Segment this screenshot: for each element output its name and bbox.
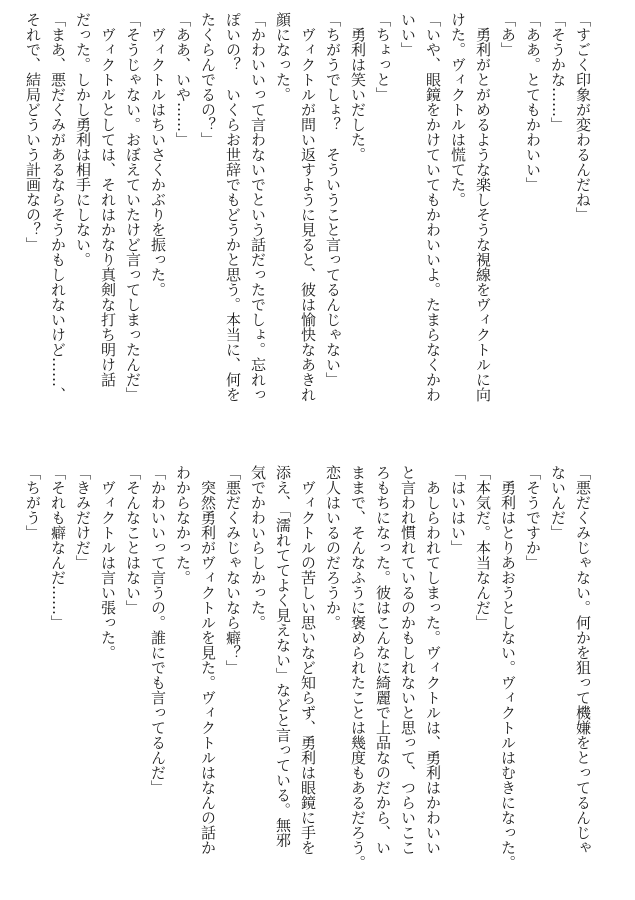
text-line: ヴィクトルが問い返すように見ると、彼は愉快なあきれ <box>299 12 317 402</box>
text-line: 「そうかな……」 <box>549 12 567 132</box>
text-line: 「ああ、いや……」 <box>174 12 192 147</box>
text-line: 「まあ、悪だくみがあるならそうかもしれないけど……、 <box>49 12 67 402</box>
text-line: 勇利は笑いだした。 <box>349 12 367 162</box>
text-line: ままで、そんなふうに褒められたことは幾度もあるだろう。 <box>349 465 367 870</box>
text-line: 「ちがうでしょ？ そういうこと言ってるんじゃない」 <box>324 12 342 387</box>
text-line: 「ああ。とてもかわいい」 <box>524 12 542 192</box>
text-line: 「そうですか」 <box>524 465 542 570</box>
bottom-text-block <box>20 465 595 885</box>
text-line: それで、結局どういう計画なの？」 <box>24 12 42 252</box>
top-text-block <box>20 12 595 432</box>
text-line: 「はいはい」 <box>449 465 467 555</box>
text-line: 「ちょっと」 <box>374 12 392 102</box>
text-line: 恋人はいるのだろうか。 <box>324 465 342 630</box>
text-line: ヴィクトルとしては、それはかなり真剣な打ち明け話 <box>99 12 117 387</box>
text-line: 勇利はとりあおうとしない。ヴィクトルはむきになった。 <box>499 465 517 870</box>
text-line: わからなかった。 <box>174 465 192 585</box>
text-line: 「すごく印象が変わるんだね」 <box>574 12 592 222</box>
text-line: 気でかわいらしかった。 <box>249 465 267 630</box>
text-line: 「本気だ。本当なんだ」 <box>474 465 492 630</box>
text-line: 「それも癖なんだ……」 <box>49 465 67 630</box>
text-line: ぽいの？ いくらお世辞でもどうかと思う。本当に、何を <box>224 12 242 402</box>
text-line: ヴィクトルは言い張った。 <box>99 465 117 660</box>
text-line: 勇利がとがめるような楽しそうな視線をヴィクトルに向 <box>474 12 492 402</box>
text-line: いい」 <box>399 12 417 57</box>
text-line: たくらんでるの？」 <box>199 12 217 147</box>
text-line: 「悪だくみじゃないなら癖？」 <box>224 465 242 675</box>
text-line: 「そうじゃない。おぼえていたけど言ってしまったんだ」 <box>124 12 142 402</box>
text-line: 「きみだけだ」 <box>74 465 92 570</box>
text-line: ないんだ」 <box>549 465 567 540</box>
text-line: ヴィクトルはちいさくかぶりを振った。 <box>149 12 167 297</box>
text-line: と言われ慣れているのかもしれないと思って、つらいここ <box>399 465 417 855</box>
text-line: けた。ヴィクトルは慌てた。 <box>449 12 467 207</box>
text-line: 「かわいいって言わないでという話だったでしょ。忘れっ <box>249 12 267 402</box>
text-line: ろもちになった。彼はこんなに綺麗で上品なのだから、い <box>374 465 392 855</box>
text-line: 顔になった。 <box>274 12 292 102</box>
text-line: あしらわれてしまった。ヴィクトルは、勇利はかわいい <box>424 465 442 855</box>
text-line: 「そんなことはない」 <box>124 465 142 615</box>
text-line: 「いや、眼鏡をかけていてもかわいいよ。たまらなくかわ <box>424 12 442 402</box>
text-line: ヴィクトルの苦しい思いなど知らず、勇利は眼鏡に手を <box>299 465 317 855</box>
text-line: 「あ」 <box>499 12 517 57</box>
text-line: 「悪だくみじゃない。何かを狙って機嫌をとってるんじゃ <box>574 465 592 855</box>
text-line: 「ちがう」 <box>24 465 42 540</box>
text-line: 「かわいいって言うの。誰にでも言ってるんだ」 <box>149 465 167 795</box>
text-line: だった。しかし勇利は相手にしない。 <box>74 12 92 267</box>
text-line: 突然勇利がヴィクトルを見た。ヴィクトルはなんの話か <box>199 465 217 855</box>
text-line: 添え、「濡れててよく見えない」などと言っている。無邪 <box>274 465 292 848</box>
